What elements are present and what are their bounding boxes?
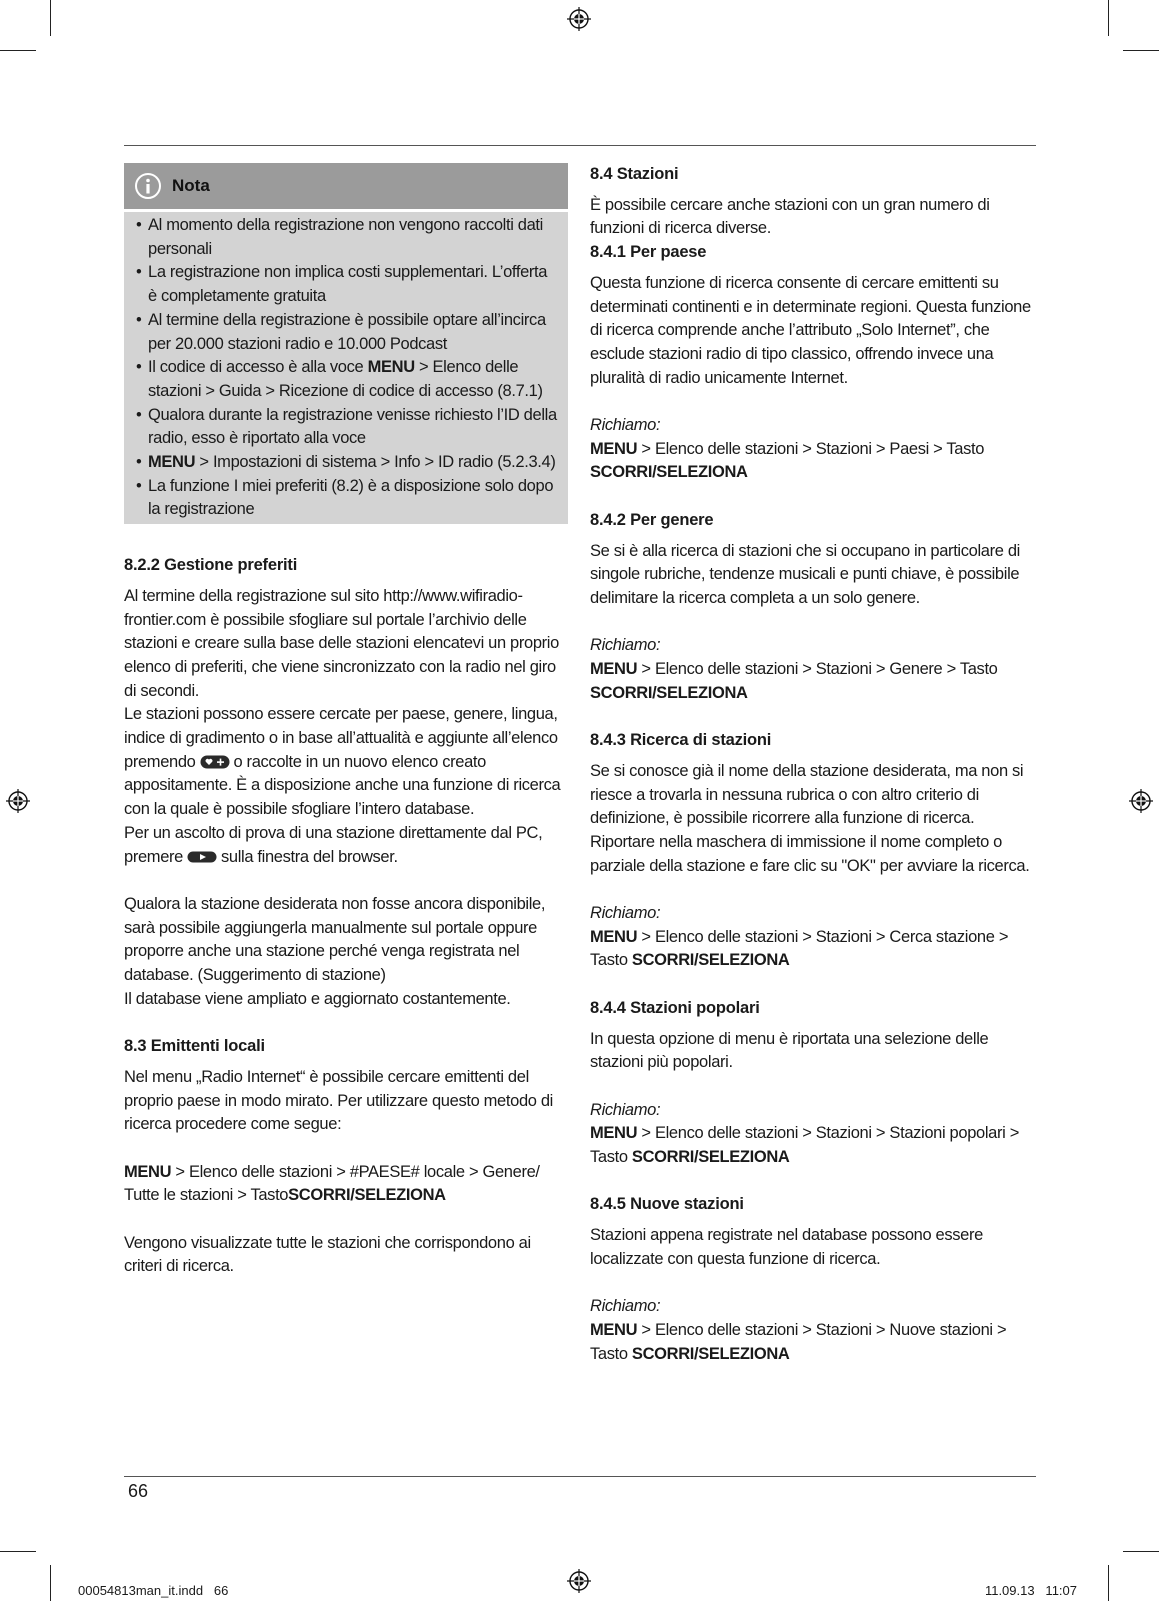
menu-keyword: MENU bbox=[590, 660, 638, 679]
key-keyword: SCORRI/SELEZIONA bbox=[288, 1186, 446, 1205]
item-text: > Impostazioni di sistema > Info > ID radio (5.2.3.4) bbox=[195, 453, 556, 472]
slug-datetime: 11.09.13 11:07 bbox=[984, 1583, 1077, 1598]
note-header bbox=[124, 163, 568, 209]
list-item: • Qualora durante la registrazione venisse richiesto l’ID della radio, esso è riportato alla voce bbox=[136, 404, 558, 451]
page-number: 66 bbox=[128, 1481, 149, 1501]
paragraph: Il database viene ampliato e aggiornato costantemente. bbox=[124, 989, 511, 1008]
item-text: > Elenco delle stazioni > Guida > Ricezione di codice di accesso (8.7.1) bbox=[148, 358, 543, 400]
paragraph: Stazioni appena registrate nel database possono essere localizzate con questa funzione di ricerca. bbox=[590, 1226, 983, 1268]
menu-keyword: MENU bbox=[148, 453, 196, 472]
paragraph-text: sulla finestra del browser. bbox=[221, 847, 398, 866]
list-item: • La funzione I miei preferiti (8.2) è a disposizione solo dopo la registrazione bbox=[136, 475, 558, 522]
paragraph bbox=[124, 822, 568, 869]
paragraph: Vengono visualizzate tutte le stazioni che corrispondono ai criteri di ricerca. bbox=[124, 1233, 531, 1276]
menu-path bbox=[590, 1319, 1036, 1366]
note-box bbox=[124, 163, 568, 524]
paragraph: In questa opzione di menu è riportata una selezione delle stazioni più popolari. bbox=[590, 1029, 989, 1072]
menu-path bbox=[124, 1161, 568, 1208]
add-favorite-button-icon bbox=[200, 755, 230, 769]
paragraph: Al termine della registrazione sul sito http://www.wifiradio-frontier.com è possibile sfogliare sul portale l’archivio delle stazioni e creare sulla base delle stazioni elencatevi un proprio elenco di preferiti, che viene sincronizzato con la radio nel giro di secondi. bbox=[124, 586, 559, 700]
header-rule bbox=[124, 145, 1036, 146]
note-list bbox=[136, 214, 558, 522]
menu-keyword: MENU bbox=[590, 1320, 638, 1339]
crop-mark bbox=[50, 1565, 51, 1601]
paragraph: Se si conosce già il nome della stazione desiderata, ma non si riesce a trovarla in nessuna rubrica o con altro criterio di definizione, è possibile ricorrere alla funzione di ricerca. Riportare nella maschera di immissione il nome completo o parziale della stazione e fare clic su "OK" per avviare la ricerca. bbox=[590, 761, 1030, 875]
footer-rule bbox=[124, 1476, 1036, 1477]
paragraph-text: Per un ascolto di prova di una stazione direttamente dal PC, premere bbox=[124, 823, 543, 866]
call-label: Richiamo: bbox=[590, 904, 661, 923]
list-item: • La registrazione non implica costi supplementari. L’offerta è completamente gratuita bbox=[136, 261, 558, 308]
registration-mark-icon bbox=[567, 7, 591, 31]
path-text: > Elenco delle stazioni > Stazioni > Stazioni popolari > Tasto bbox=[590, 1124, 1019, 1167]
menu-keyword: MENU bbox=[367, 358, 415, 377]
info-icon bbox=[134, 172, 162, 200]
call-label: Richiamo: bbox=[590, 1100, 661, 1119]
paragraph: Se si è alla ricerca di stazioni che si occupano in particolare di singole rubriche, tendenze musicali e punti chiave, è possibile delimitare la ricerca completa a un solo genere. bbox=[590, 541, 1020, 607]
item-text: Il codice di accesso è alla voce bbox=[148, 358, 368, 377]
key-keyword: SCORRI/SELEZIONA bbox=[631, 1344, 790, 1363]
section-heading: 8.4.4 Stazioni popolari bbox=[590, 998, 760, 1017]
key-keyword: SCORRI/SELEZIONA bbox=[590, 683, 748, 702]
section-heading: 8.4.2 Per genere bbox=[590, 510, 714, 529]
list-item: • Al momento della registrazione non vengono raccolti dati personali bbox=[136, 214, 558, 261]
path-text: > Elenco delle stazioni > #PAESE# locale > Genere/ Tutte le stazioni > Tasto bbox=[124, 1162, 540, 1205]
menu-keyword: MENU bbox=[124, 1162, 172, 1181]
crop-mark bbox=[1123, 1551, 1159, 1552]
section-heading: 8.4.5 Nuove stazioni bbox=[590, 1195, 744, 1214]
section-heading: 8.4.3 Ricerca di stazioni bbox=[590, 731, 772, 750]
path-text: > Elenco delle stazioni > Stazioni > Paesi > Tasto bbox=[637, 439, 985, 458]
list-item: • Al termine della registrazione è possibile optare all’incirca per 20.000 stazioni radio e 10.000 Podcast bbox=[136, 309, 558, 356]
registration-mark-icon bbox=[1129, 789, 1153, 813]
menu-path bbox=[590, 926, 1036, 973]
call-label: Richiamo: bbox=[590, 416, 661, 435]
crop-mark bbox=[0, 50, 36, 51]
section-heading: 8.3 Emittenti locali bbox=[124, 1037, 265, 1056]
slug-filename: 00054813man_it.indd 66 bbox=[78, 1583, 229, 1598]
key-keyword: SCORRI/SELEZIONA bbox=[631, 951, 790, 970]
crop-mark bbox=[0, 1551, 36, 1552]
menu-keyword: MENU bbox=[590, 439, 638, 458]
call-label: Richiamo: bbox=[590, 1297, 661, 1316]
list-item bbox=[136, 451, 558, 475]
left-column bbox=[124, 163, 568, 1279]
path-text: > Elenco delle stazioni > Stazioni > Nuove stazioni > Tasto bbox=[590, 1320, 1007, 1363]
paragraph: Nel menu „Radio Internet“ è possibile cercare emittenti del proprio paese in modo mirato. Per utilizzare questo metodo di ricerca procedere come segue: bbox=[124, 1067, 553, 1134]
crop-mark bbox=[1123, 50, 1159, 51]
call-label: Richiamo: bbox=[590, 636, 661, 655]
crop-mark bbox=[1108, 1565, 1109, 1601]
registration-mark-icon bbox=[567, 1569, 591, 1593]
paragraph: Qualora la stazione desiderata non fosse ancora disponibile, sarà possibile aggiungerla manualmente sul portale oppure proporre anche una stazione perché venga registrata nel database. (Suggerimento di stazione) bbox=[124, 894, 546, 985]
section-heading: 8.2.2 Gestione preferiti bbox=[124, 556, 298, 575]
section-heading: 8.4.1 Per paese bbox=[590, 243, 707, 262]
crop-mark bbox=[1108, 0, 1109, 36]
play-button-icon bbox=[187, 851, 217, 863]
paragraph bbox=[124, 703, 568, 822]
key-keyword: SCORRI/SELEZIONA bbox=[590, 463, 748, 482]
path-text: > Elenco delle stazioni > Stazioni > Cerca stazione > Tasto bbox=[590, 927, 1009, 970]
section-heading: 8.4 Stazioni bbox=[590, 165, 679, 183]
note-title: Nota bbox=[172, 176, 210, 195]
paragraph: È possibile cercare anche stazioni con un gran numero di funzioni di ricerca diverse. bbox=[590, 195, 990, 238]
menu-path bbox=[590, 1122, 1036, 1169]
paragraph-text: o raccolte in un nuovo elenco creato appositamente. È a disposizione anche una funzione di ricerca con la quale è possibile sfogliare l’intero database. bbox=[124, 752, 561, 819]
menu-path bbox=[590, 658, 1036, 705]
right-column bbox=[590, 163, 1036, 1366]
key-keyword: SCORRI/SELEZIONA bbox=[631, 1148, 790, 1167]
list-item bbox=[136, 356, 558, 403]
menu-keyword: MENU bbox=[590, 1124, 638, 1143]
path-text: > Elenco delle stazioni > Stazioni > Genere > Tasto bbox=[637, 660, 998, 679]
paragraph-text: Le stazioni possono essere cercate per paese, genere, lingua, indice di gradimento o in base all’attualità e aggiunte all’elenco premendo bbox=[124, 705, 558, 771]
paragraph: Questa funzione di ricerca consente di cercare emittenti su determinati continenti e in determinate regioni. Questa funzione di ricerca comprende anche l’attributo „Solo Internet”, che esclude stazioni radio di tipo classico, offrendo invece una pluralità di radio unicamente Internet. bbox=[590, 273, 1031, 387]
menu-path bbox=[590, 438, 1036, 485]
registration-mark-icon bbox=[6, 789, 30, 813]
menu-keyword: MENU bbox=[590, 927, 638, 946]
note-body bbox=[124, 212, 568, 524]
crop-mark bbox=[50, 0, 51, 36]
